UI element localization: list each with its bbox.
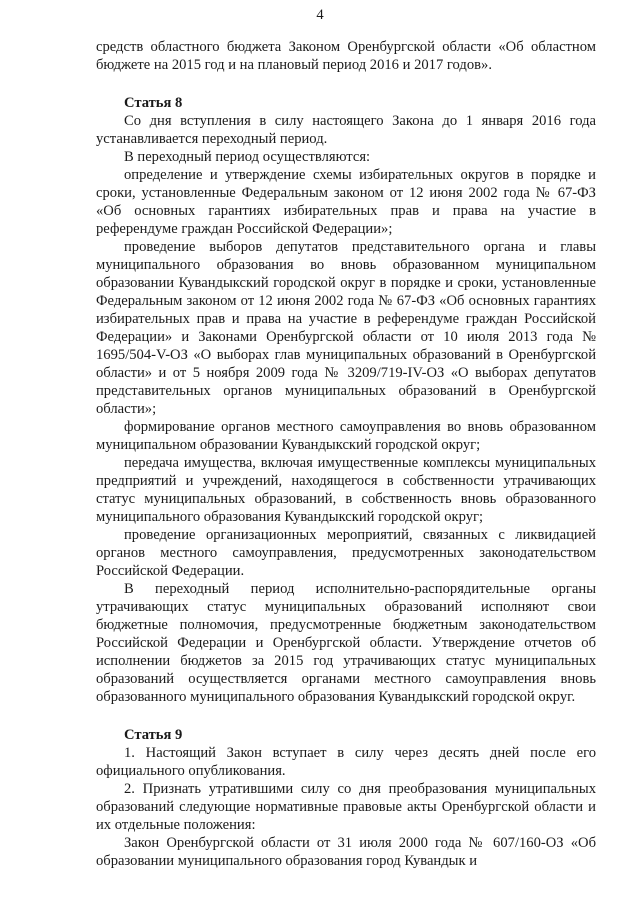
- article-8-paragraph: передача имущества, включая имущественные комплексы муниципальных предприятий и учреждений, находящегося в собственности утрачивающих статус муниципальных образований, в собственность вновь образованного муниципального образования Кувандыкский городской округ;: [96, 455, 596, 525]
- article-8-paragraph: проведение выборов депутатов представительного органа и главы муниципального образования во вновь образованном муниципальном образовании Кувандыкский городской округ в порядке и сроки, установленные Федеральным законом от 12 июня 2002 года № 67-ФЗ «Об основных гарантиях избирательных прав и права на участие в референдуме граждан Российской Федерации» и Законами Оренбургской области от 10 июля 2013 года № 1695/504-V-ОЗ «О выборах глав муниципальных образований в Оренбургской области» и от 5 ноября 2009 года № 3209/719-IV-ОЗ «О выборах депутатов представительных органов муниципальных образований в Оренбургской области»;: [96, 239, 596, 417]
- article-9-paragraph: Закон Оренбургской области от 31 июля 2000 года № 607/160-ОЗ «Об образовании муниципального образования город Кувандык и: [96, 835, 596, 869]
- intro-paragraph: средств областного бюджета Законом Оренбургской области «Об областном бюджете на 2015 год и на плановый период 2016 и 2017 годов».: [96, 39, 596, 73]
- article-9-paragraph: 1. Настоящий Закон вступает в силу через десять дней после его официального опубликования.: [96, 745, 596, 779]
- page-number: 4: [316, 7, 324, 23]
- article-8-paragraph: определение и утверждение схемы избирательных округов в порядке и сроки, установленные Федеральным законом от 12 июня 2002 года № 67-ФЗ «Об основных гарантиях избирательных прав и права на участие в референдуме граждан Российской Федерации»;: [96, 167, 596, 237]
- article-8-paragraph: Со дня вступления в силу настоящего Закона до 1 января 2016 года устанавливается переходный период.: [96, 113, 596, 147]
- document-body: [96, 38, 596, 870]
- article-8-heading: Статья 8: [124, 95, 183, 111]
- article-8-paragraph: В переходный период исполнительно-распорядительные органы утрачивающих статус муниципальных образований исполняют свои бюджетные полномочия, предусмотренные бюджетным законодательством Российской Федерации и Оренбургской области. Утверждение отчетов об исполнении бюджетов за 2015 год утрачивающих статус муниципальных образований осуществляется органами местного самоуправления вновь образованного муниципального образования Кувандыкский городской округ.: [96, 581, 596, 705]
- article-9-heading: Статья 9: [124, 727, 183, 743]
- article-8-paragraph: формирование органов местного самоуправления во вновь образованном муниципальном образовании Кувандыкский городской округ;: [96, 419, 596, 453]
- article-9-paragraph: 2. Признать утратившими силу со дня преобразования муниципальных образований следующие нормативные правовые акты Оренбургской области и их отдельные положения:: [96, 781, 596, 833]
- article-8-paragraph: проведение организационных мероприятий, связанных с ликвидацией органов местного самоуправления, предусмотренных законодательством Российской Федерации.: [96, 527, 596, 579]
- article-8-paragraph: В переходный период осуществляются:: [124, 149, 371, 165]
